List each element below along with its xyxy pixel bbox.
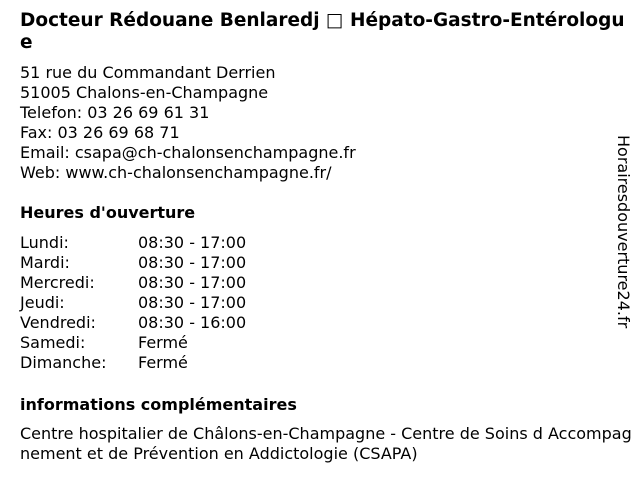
hours-table: [20, 233, 630, 373]
hours-time: Fermé: [138, 353, 188, 372]
hours-row-sunday: [20, 353, 630, 373]
hours-day: Vendredi:: [20, 313, 96, 332]
hours-day: Samedi:: [20, 333, 86, 352]
business-listing: [20, 10, 630, 464]
hours-day: Dimanche:: [20, 353, 107, 372]
hours-row-friday: [20, 313, 630, 333]
page-title: Docteur Rédouane Benlaredj □ Hépato-Gastro-Entérologue: [20, 10, 625, 53]
hours-heading: Heures d'ouverture: [20, 203, 196, 222]
hours-day: Jeudi:: [20, 293, 65, 312]
hours-row-saturday: [20, 333, 630, 353]
street-address: 51 rue du Commandant Derrien: [20, 63, 276, 82]
hours-row-monday: [20, 233, 630, 253]
city-address: 51005 Chalons-en-Champagne: [20, 83, 269, 102]
phone-number: Telefon: 03 26 69 61 31: [20, 103, 210, 122]
hours-day: Mardi:: [20, 253, 70, 272]
website-address: Web: www.ch-chalonsenchampagne.fr/: [20, 163, 332, 182]
email-address: Email: csapa@ch-chalonsenchampagne.fr: [20, 143, 356, 162]
hours-day: Lundi:: [20, 233, 69, 252]
fax-number: Fax: 03 26 69 68 71: [20, 123, 180, 142]
contact-block: [20, 63, 630, 183]
hours-time: Fermé: [138, 333, 188, 352]
hours-time: 08:30 - 17:00: [138, 273, 247, 292]
hours-time: 08:30 - 16:00: [138, 313, 247, 332]
hours-day: Mercredi:: [20, 273, 95, 292]
hours-time: 08:30 - 17:00: [138, 233, 247, 252]
hours-row-tuesday: [20, 253, 630, 273]
site-brand-watermark: Horairesdouverture24.fr: [614, 135, 633, 329]
info-heading: informations complémentaires: [20, 395, 297, 414]
hours-row-wednesday: [20, 273, 630, 293]
info-text: Centre hospitalier de Châlons-en-Champagne - Centre de Soins d Accompagnement et de Prévention en Addictologie (CSAPA): [20, 424, 632, 463]
hours-time: 08:30 - 17:00: [138, 253, 247, 272]
hours-time: 08:30 - 17:00: [138, 293, 247, 312]
hours-row-thursday: [20, 293, 630, 313]
